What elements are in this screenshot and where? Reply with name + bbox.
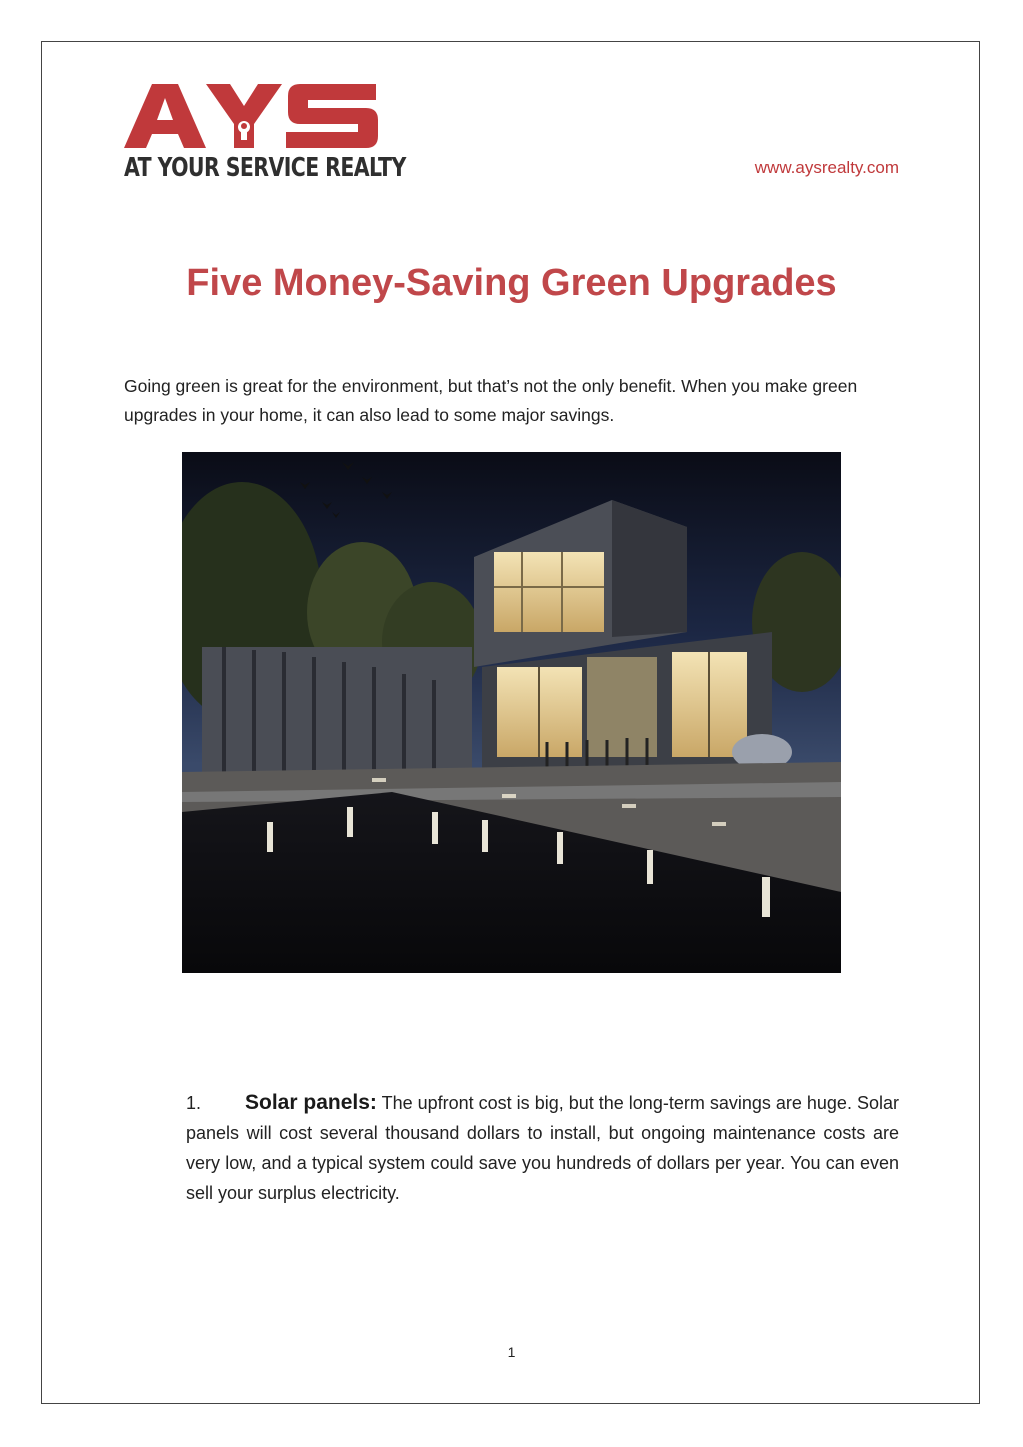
modern-house-night-illustration <box>182 452 841 973</box>
list-item <box>186 1088 899 1208</box>
house-photo <box>182 452 841 973</box>
page-number: 1 <box>507 1344 516 1360</box>
intro-paragraph: Going green is great for the environment, but that’s not the only benefit. When you make green upgrades in your home, it can also lead to some major savings. <box>124 376 858 425</box>
list-item-heading: Solar panels: <box>245 1091 377 1114</box>
logo-letters-ays <box>122 82 380 150</box>
page-title: Five Money-Saving Green Upgrades <box>186 262 837 304</box>
website-link[interactable]: www.aysrealty.com <box>754 158 899 177</box>
list-item-text: The upfront cost is big, but the long-term savings are huge. Solar panels will cost several thousand dollars to install, but ongoing maintenance costs are very low, and a typical system could save you hundreds of dollars per year. You can even sell your surplus electricity. <box>186 1093 899 1203</box>
logo-tagline: AT YOUR SERVICE REALTY <box>124 152 406 182</box>
list-item-number: 1. <box>186 1093 202 1113</box>
company-logo <box>122 82 406 182</box>
